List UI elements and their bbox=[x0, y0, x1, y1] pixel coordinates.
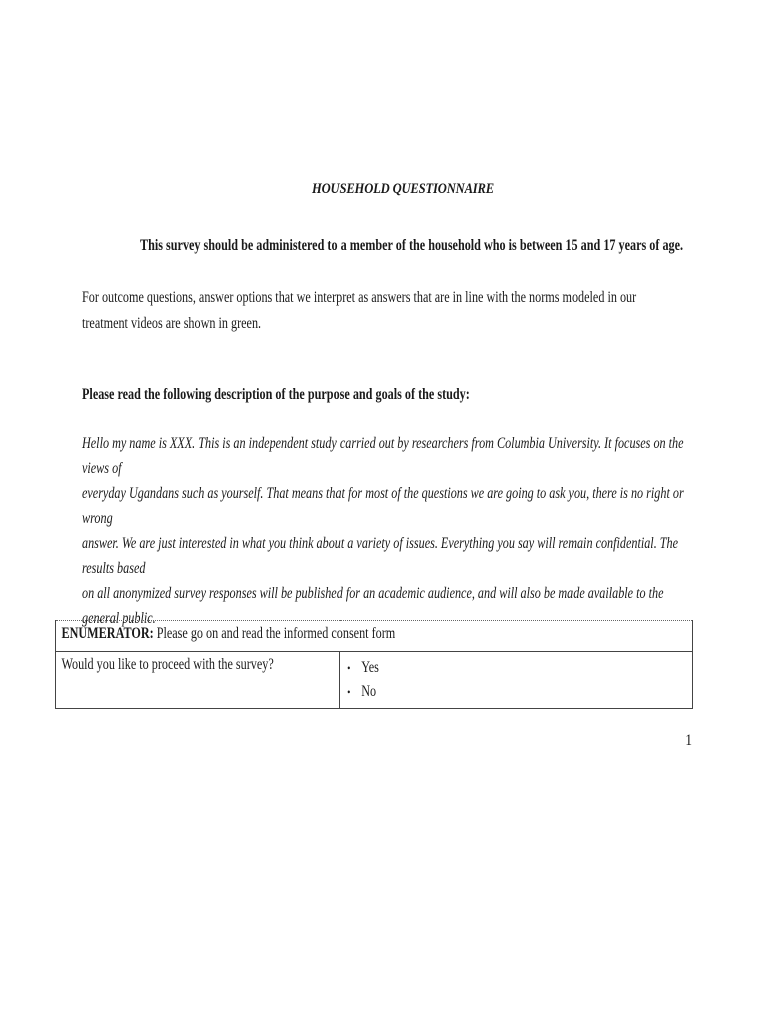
consent-question-cell bbox=[56, 652, 340, 709]
study-introduction bbox=[82, 431, 690, 631]
administration-instruction: This survey should be administered to a member of the household who is between 15 and 17 years of age. bbox=[140, 237, 684, 254]
intro-line: on all anonymized survey responses will be published for an academic audience, and will also be made available to the general public. bbox=[82, 585, 664, 627]
consent-options bbox=[346, 656, 612, 704]
option-label: Yes bbox=[361, 659, 380, 676]
intro-line: answer. We are just interested in what you think about a variety of issues. Everything you say will remain confidential. The results based bbox=[82, 535, 679, 577]
intro-line: Hello my name is XXX. This is an independent study carried out by researchers from Columbia University. It focuses on the views of bbox=[82, 435, 684, 477]
bullet-icon: • bbox=[347, 685, 351, 699]
intro-line: everyday Ugandans such as yourself. That means that for most of the questions we are going to ask you, there is no right or wrong bbox=[82, 485, 684, 527]
study-description-heading: Please read the following description of the purpose and goals of the study: bbox=[82, 386, 470, 403]
consent-options-cell bbox=[340, 652, 693, 709]
option-label: No bbox=[361, 683, 377, 700]
option-yes[interactable] bbox=[346, 656, 612, 680]
enumerator-label: ENUMERATOR: bbox=[61, 625, 154, 642]
consent-question-row bbox=[56, 652, 693, 709]
document-title: HOUSEHOLD QUESTIONNAIRE bbox=[311, 181, 495, 197]
enumerator-instruction: Please go on and read the informed consent form bbox=[156, 625, 396, 642]
enumerator-cell bbox=[56, 621, 693, 652]
consent-question: Would you like to proceed with the survey? bbox=[61, 656, 274, 673]
enumerator-row bbox=[56, 621, 693, 652]
outcome-note: For outcome questions, answer options that we interpret as answers that are in line with the norms modeled in our treatment videos are shown in green. bbox=[82, 289, 637, 332]
consent-table bbox=[55, 620, 693, 709]
option-no[interactable] bbox=[346, 680, 612, 704]
bullet-icon: • bbox=[347, 661, 351, 675]
page-number: 1 bbox=[685, 732, 692, 749]
